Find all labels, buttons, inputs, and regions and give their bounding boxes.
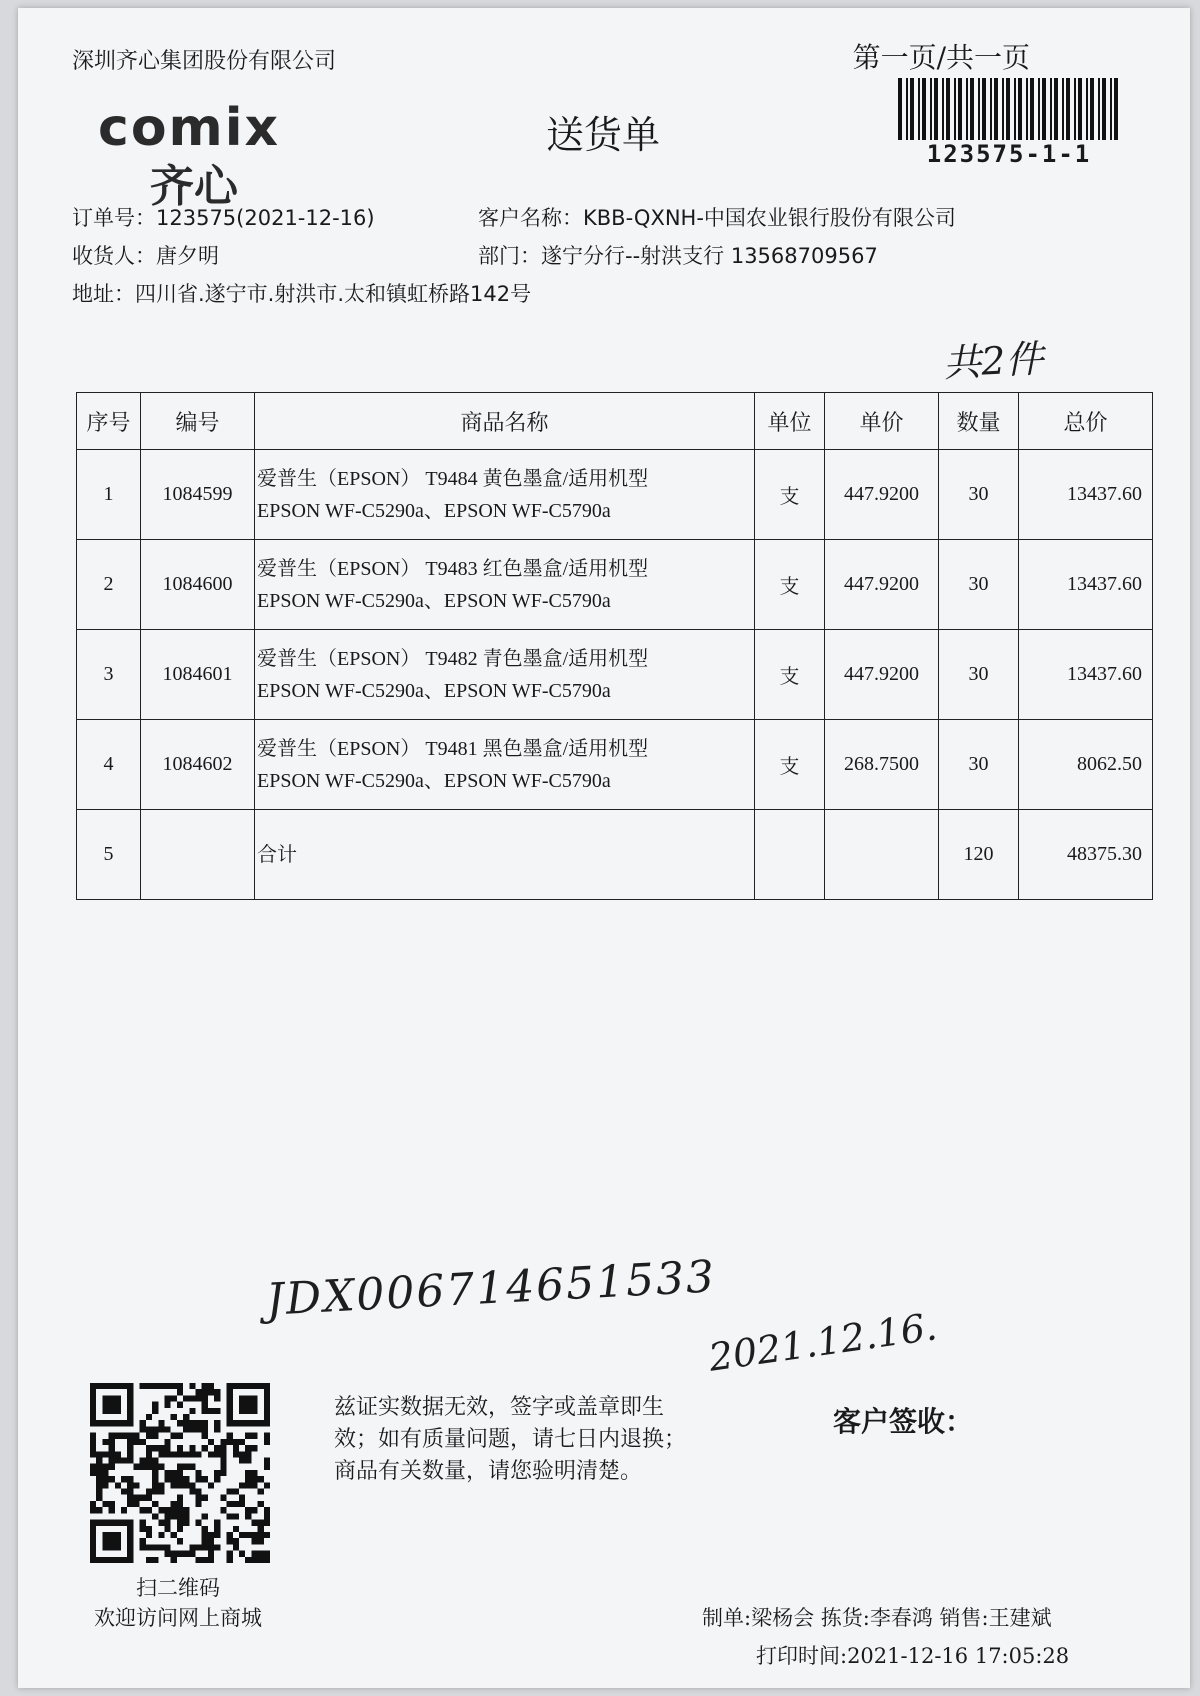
- header-code: 编号: [141, 393, 255, 450]
- row-code: 1084599: [141, 450, 255, 540]
- table-header-row: [77, 393, 1153, 450]
- table-row: [77, 720, 1153, 810]
- header-total: 总价: [1019, 393, 1153, 450]
- row-product-name: [255, 720, 755, 810]
- row-unit: 支: [755, 630, 825, 720]
- document-title: 送货单: [546, 113, 661, 157]
- handwritten-count: 共2件: [942, 336, 1045, 386]
- receiver: 收货人：唐夕明: [72, 244, 219, 268]
- qr-caption: [68, 1573, 288, 1633]
- row-seq: 1: [77, 450, 141, 540]
- header-quantity: 数量: [939, 393, 1019, 450]
- row-code: 1084600: [141, 540, 255, 630]
- header-seq: 序号: [77, 393, 141, 450]
- barcode-number: 123575-1-1: [926, 140, 1092, 168]
- address: 地址：四川省.遂宁市.射洪市.太和镇虹桥路142号: [72, 282, 532, 306]
- company-name: 深圳齐心集团股份有限公司: [72, 49, 337, 74]
- table-row: [77, 630, 1153, 720]
- comix-logo: [98, 98, 328, 212]
- staff-line: 制单:梁杨会 拣货:李春鸿 销售:王建斌: [702, 1606, 1052, 1630]
- row-quantity: 120: [939, 810, 1019, 900]
- row-quantity: 30: [939, 540, 1019, 630]
- delivery-note-paper: [18, 8, 1190, 1688]
- terms-line: 兹证实数据无效，签字或盖章即生: [334, 1395, 665, 1420]
- row-product-name: [255, 630, 755, 720]
- row-unit-price: 447.9200: [825, 630, 939, 720]
- header-unit: 单位: [755, 393, 825, 450]
- row-product-line1: 爱普生（EPSON） T9481 黑色墨盒/适用机型: [257, 737, 649, 760]
- row-product-name: [255, 540, 755, 630]
- logo-text-en: comix: [98, 98, 281, 158]
- row-product-line2: EPSON WF-C5290a、EPSON WF-C5790a: [257, 769, 611, 792]
- row-product-name: [255, 810, 755, 900]
- customer-name: 客户名称：KBB-QXNH-中国农业银行股份有限公司: [478, 206, 956, 230]
- barcode-icon: [898, 78, 1120, 140]
- row-unit: 支: [755, 720, 825, 810]
- order-number: 订单号：123575(2021-12-16): [72, 206, 375, 230]
- handwritten-tracking-number: JDX006714651533: [264, 1251, 718, 1326]
- qr-caption-line1: 扫二维码: [136, 1576, 220, 1600]
- row-unit-price: 447.9200: [825, 450, 939, 540]
- qr-caption-line2: 欢迎访问网上商城: [94, 1606, 262, 1630]
- row-seq: 2: [77, 540, 141, 630]
- terms-note: [334, 1392, 734, 1488]
- row-quantity: 30: [939, 720, 1019, 810]
- qr-code-icon: [90, 1383, 270, 1563]
- row-product-name: [255, 450, 755, 540]
- department: 部门：遂宁分行--射洪支行 13568709567: [478, 244, 878, 268]
- row-total: 13437.60: [1019, 450, 1153, 540]
- print-time: 打印时间:2021-12-16 17:05:28: [756, 1644, 1070, 1668]
- row-quantity: 30: [939, 630, 1019, 720]
- row-code: 1084602: [141, 720, 255, 810]
- header-unit-price: 单价: [825, 393, 939, 450]
- header-product-name: 商品名称: [255, 393, 755, 450]
- row-unit: 支: [755, 540, 825, 630]
- row-product-line2: EPSON WF-C5290a、EPSON WF-C5790a: [257, 679, 611, 702]
- page-info: 第一页/共一页: [852, 41, 1030, 74]
- row-code: [141, 810, 255, 900]
- row-product-line2: EPSON WF-C5290a、EPSON WF-C5790a: [257, 589, 611, 612]
- row-total: 48375.30: [1019, 810, 1153, 900]
- row-product-line2: EPSON WF-C5290a、EPSON WF-C5790a: [257, 499, 611, 522]
- row-product-line1: 合计: [257, 843, 297, 866]
- row-product-line1: 爱普生（EPSON） T9482 青色墨盒/适用机型: [257, 647, 649, 670]
- table-row: [77, 450, 1153, 540]
- row-seq: 5: [77, 810, 141, 900]
- row-code: 1084601: [141, 630, 255, 720]
- table-row: [77, 540, 1153, 630]
- row-seq: 4: [77, 720, 141, 810]
- row-unit-price: [825, 810, 939, 900]
- row-unit-price: 447.9200: [825, 540, 939, 630]
- customer-signature-label: 客户签收：: [833, 1405, 974, 1438]
- items-table: [76, 392, 1153, 900]
- handwritten-date: 2021.12.16.: [706, 1304, 940, 1380]
- table-total-row: [77, 810, 1153, 900]
- row-unit: [755, 810, 825, 900]
- row-unit-price: 268.7500: [825, 720, 939, 810]
- row-total: 13437.60: [1019, 540, 1153, 630]
- terms-line: 商品有关数量，请您验明清楚。: [334, 1459, 643, 1484]
- row-total: 13437.60: [1019, 630, 1153, 720]
- row-unit: 支: [755, 450, 825, 540]
- logo-text-zh: 齐心: [150, 161, 238, 212]
- row-product-line1: 爱普生（EPSON） T9483 红色墨盒/适用机型: [257, 557, 649, 580]
- row-seq: 3: [77, 630, 141, 720]
- terms-line: 效；如有质量问题，请七日内退换；: [334, 1427, 687, 1452]
- row-quantity: 30: [939, 450, 1019, 540]
- row-product-line1: 爱普生（EPSON） T9484 黄色墨盒/适用机型: [257, 467, 649, 490]
- row-total: 8062.50: [1019, 720, 1153, 810]
